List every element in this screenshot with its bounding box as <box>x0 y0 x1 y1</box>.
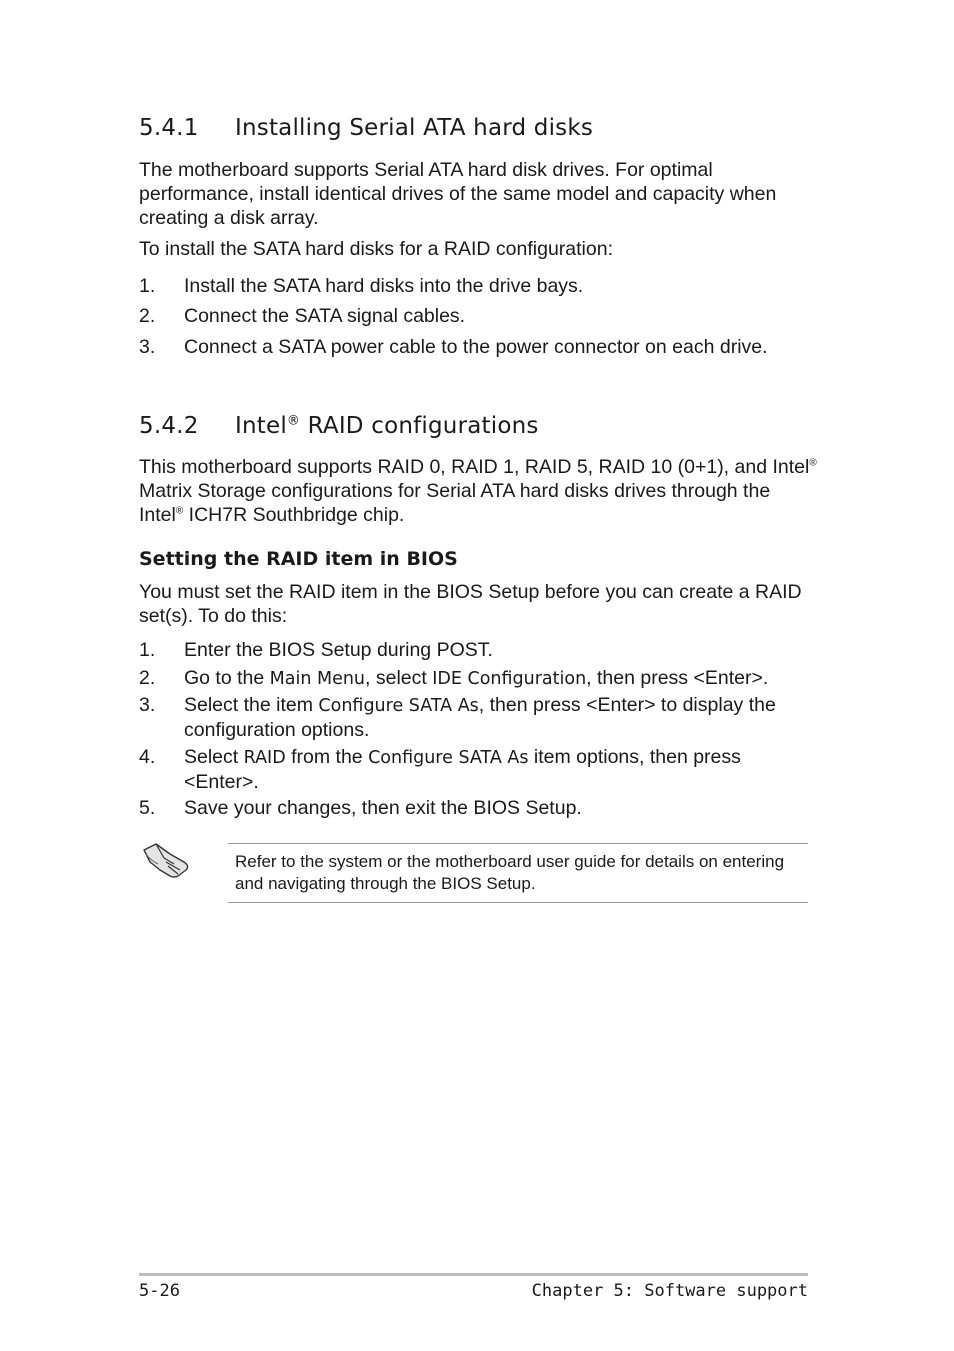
list-number: 1. <box>139 639 156 661</box>
note-text: Refer to the system or the motherboard user guide for details on entering and navigating through the BIOS Setup. <box>235 852 785 893</box>
bios-menu-name: RAID <box>243 748 286 768</box>
list-text <box>184 666 814 691</box>
section-intro: The motherboard supports Serial ATA hard disk drives. For optimal performance, install identical drives of the same model and capacity when creating a disk array. <box>139 159 777 229</box>
text-run: , then press <Enter> to display the configuration options. <box>184 694 776 741</box>
note-bottom-rule <box>228 902 808 903</box>
bios-menu-name: Configure SATA As <box>368 748 529 768</box>
note-top-rule <box>228 843 808 844</box>
bios-menu-name: Configure SATA As <box>318 696 479 716</box>
intro-text: ICH7R Southbridge chip. <box>183 504 405 526</box>
subsection-intro: You must set the RAID item in the BIOS Setup before you can create a RAID set(s). To do this: <box>139 581 802 627</box>
list-text <box>184 745 814 794</box>
section-lead: To install the SATA hard disks for a RAID configuration: <box>139 238 613 260</box>
list-text: Enter the BIOS Setup during POST. <box>184 639 493 661</box>
list-number: 3. <box>139 694 156 716</box>
section-heading-5-4-2 <box>139 413 539 439</box>
section-number: 5.4.2 <box>139 413 199 439</box>
page-number: 5-26 <box>139 1281 180 1301</box>
intro-text: Matrix Storage configurations for Serial ATA hard disks drives through the Intel <box>139 480 771 526</box>
list-number: 4. <box>139 746 156 768</box>
section-title-post: RAID configurations <box>300 413 539 439</box>
list-number: 1. <box>139 275 156 297</box>
note-hand-icon <box>140 840 192 884</box>
list-text: Connect the SATA signal cables. <box>184 305 466 327</box>
section-heading-5-4-1 <box>139 115 593 141</box>
list-text <box>184 693 814 742</box>
text-run: , select <box>365 667 433 689</box>
registered-mark: ® <box>809 457 817 469</box>
text-run: item options, then press <Enter>. <box>184 746 741 793</box>
list-number: 3. <box>139 336 156 358</box>
text-run: Select the item <box>184 694 319 716</box>
list-number: 5. <box>139 797 156 819</box>
text-run: from the <box>285 746 369 768</box>
text-run: Go to the <box>184 667 270 689</box>
text-run: Select <box>184 746 244 768</box>
section-title-pre: Intel <box>235 413 287 439</box>
bios-menu-name: Main Menu <box>269 669 366 689</box>
chapter-title: Chapter 5: Software support <box>531 1281 808 1301</box>
section-number: 5.4.1 <box>139 115 199 141</box>
list-text: Install the SATA hard disks into the drive bays. <box>184 275 584 297</box>
text-run: , then press <Enter>. <box>586 667 769 689</box>
section-title: Installing Serial ATA hard disks <box>235 115 594 141</box>
intro-text: This motherboard supports RAID 0, RAID 1, RAID 5, RAID 10 (0+1), and Intel <box>139 456 810 478</box>
list-number: 2. <box>139 667 156 689</box>
list-number: 2. <box>139 305 156 327</box>
registered-mark: ® <box>175 505 184 517</box>
section-intro <box>139 455 819 527</box>
bios-menu-name: IDE Configuration <box>432 669 587 689</box>
footer-rule <box>139 1273 808 1276</box>
list-text: Save your changes, then exit the BIOS Setup. <box>184 797 582 819</box>
list-text: Connect a SATA power cable to the power connector on each drive. <box>184 336 768 358</box>
registered-mark: ® <box>286 413 301 429</box>
subsection-heading: Setting the RAID item in BIOS <box>139 548 458 570</box>
